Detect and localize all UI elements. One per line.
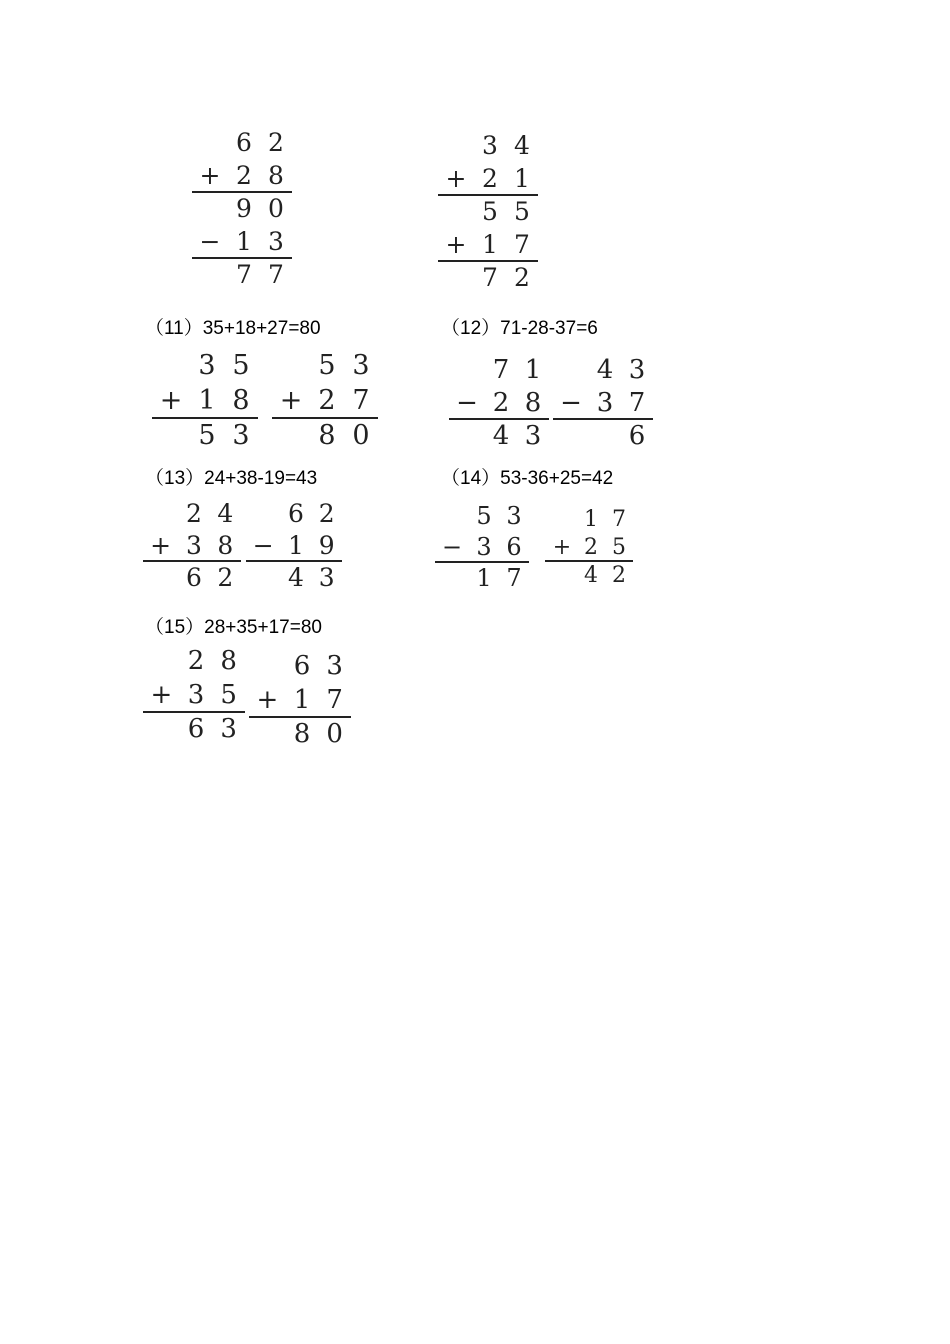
calc-row [143, 497, 241, 529]
calc-row [553, 386, 653, 419]
calc-row [449, 353, 549, 386]
digit: 4 [584, 562, 598, 588]
digit: 3 [198, 350, 216, 381]
digit: 1 [524, 354, 542, 385]
vertical-calc [438, 129, 538, 298]
digit: 1 [514, 164, 530, 193]
digit: 7 [506, 563, 522, 592]
digit: 7 [352, 385, 370, 416]
digit: 2 [186, 498, 202, 528]
digit: 0 [352, 420, 370, 451]
calc-row [143, 712, 245, 746]
result-line [438, 194, 538, 196]
calc-row [545, 561, 633, 589]
digit: 3 [596, 387, 614, 418]
digit: 3 [187, 680, 205, 710]
digit: 7 [492, 354, 510, 385]
digit: 1 [293, 685, 311, 715]
calc-row [435, 500, 529, 531]
calc-row [246, 529, 342, 561]
digit: 5 [318, 350, 336, 381]
digit: 0 [326, 719, 343, 749]
digit: 7 [268, 260, 284, 289]
digit: 3 [186, 530, 202, 560]
vertical-calc [435, 500, 529, 597]
digit: 7 [482, 263, 498, 292]
calc-row [438, 129, 538, 162]
vertical-calc [192, 126, 292, 295]
result-line [449, 418, 549, 420]
digit: 8 [220, 646, 237, 676]
digit: 1 [476, 563, 492, 592]
calc-row [435, 562, 529, 593]
digit: 3 [268, 227, 284, 256]
calc-row [449, 419, 549, 452]
operator-sign: + [150, 530, 172, 560]
vertical-calc [246, 497, 342, 597]
calc-row [143, 561, 241, 593]
result-line [246, 560, 342, 562]
digit: 7 [236, 260, 252, 289]
digit: 5 [198, 420, 216, 451]
digit: 4 [287, 562, 304, 592]
digit: 6 [287, 498, 304, 528]
calc-row [438, 261, 538, 294]
calc-row [272, 383, 378, 418]
digit: 2 [187, 646, 205, 676]
digit: 1 [287, 530, 304, 560]
digit: 9 [318, 530, 335, 560]
digit: 6 [506, 532, 522, 561]
digit: 3 [506, 501, 522, 530]
digit: 3 [482, 131, 498, 160]
digit: 1 [584, 506, 598, 532]
operator-sign: + [256, 685, 279, 715]
calc-row [192, 192, 292, 225]
calc-row [553, 419, 653, 452]
calc-row [192, 126, 292, 159]
calc-row [143, 678, 245, 712]
operator-sign: − [199, 227, 221, 256]
digit: 5 [232, 350, 250, 381]
digit: 8 [318, 420, 336, 451]
calc-row [192, 225, 292, 258]
digit: 3 [352, 350, 370, 381]
digit: 2 [482, 164, 498, 193]
result-line [192, 191, 292, 193]
vertical-calc [152, 348, 258, 457]
problem-14-label: （14）53-36+25=42 [441, 468, 614, 489]
digit: 1 [236, 227, 252, 256]
digit: 4 [514, 131, 530, 160]
result-line [272, 417, 378, 419]
calc-row [438, 195, 538, 228]
digit: 5 [220, 680, 237, 710]
digit: 3 [232, 420, 250, 451]
digit: 7 [628, 387, 646, 418]
operator-sign: + [445, 164, 467, 193]
result-line [435, 561, 529, 563]
vertical-calc [545, 505, 633, 593]
calc-row [249, 717, 351, 751]
calc-row [246, 561, 342, 593]
digit: 6 [186, 562, 202, 592]
result-line [438, 260, 538, 262]
calc-row [152, 348, 258, 383]
calc-row [449, 386, 549, 419]
digit: 9 [236, 194, 252, 223]
operator-sign: − [252, 530, 274, 560]
result-line [143, 560, 241, 562]
calc-row [152, 418, 258, 453]
digit: 2 [236, 161, 252, 190]
calc-row [438, 162, 538, 195]
operator-sign: + [199, 161, 221, 190]
calc-row [152, 383, 258, 418]
calc-row [192, 258, 292, 291]
digit: 7 [326, 685, 343, 715]
operator-sign: + [150, 680, 173, 710]
digit: 2 [584, 534, 598, 560]
operator-sign: − [560, 387, 582, 418]
digit: 8 [268, 161, 284, 190]
digit: 2 [268, 128, 284, 157]
digit: 8 [524, 387, 542, 418]
result-line [249, 716, 351, 718]
result-line [192, 257, 292, 259]
calc-row [553, 353, 653, 386]
operator-sign: + [279, 385, 303, 416]
digit: 5 [612, 534, 626, 560]
vertical-calc [272, 348, 378, 457]
vertical-calc [143, 497, 241, 597]
calc-row [249, 649, 351, 683]
vertical-calc [449, 353, 549, 456]
problem-11-label: （11）35+18+27=80 [145, 318, 321, 339]
calc-row [143, 529, 241, 561]
digit: 6 [293, 651, 311, 681]
problem-13-label: （13）24+38-19=43 [145, 468, 318, 489]
calc-row [249, 683, 351, 717]
digit: 2 [492, 387, 510, 418]
result-line [545, 560, 633, 562]
digit: 6 [236, 128, 252, 157]
digit: 3 [326, 651, 343, 681]
problem-12-label: （12）71-28-37=6 [441, 318, 598, 339]
calc-row [272, 418, 378, 453]
digit: 3 [318, 562, 335, 592]
vertical-calc [143, 644, 245, 750]
digit: 8 [232, 385, 250, 416]
digit: 4 [492, 420, 510, 451]
digit: 2 [318, 498, 335, 528]
digit: 5 [476, 501, 492, 530]
calc-row [272, 348, 378, 383]
operator-sign: + [552, 534, 572, 560]
digit: 4 [596, 354, 614, 385]
digit: 7 [514, 230, 530, 259]
calc-row [143, 644, 245, 678]
digit: 1 [482, 230, 498, 259]
calc-row [246, 497, 342, 529]
calc-row [545, 505, 633, 533]
vertical-calc [249, 649, 351, 755]
digit: 6 [187, 714, 205, 744]
digit: 7 [612, 506, 626, 532]
operator-sign: + [445, 230, 467, 259]
result-line [152, 417, 258, 419]
digit: 4 [217, 498, 234, 528]
operator-sign: + [159, 385, 183, 416]
calc-row [438, 228, 538, 261]
digit: 8 [217, 530, 234, 560]
digit: 8 [293, 719, 311, 749]
calc-row [435, 531, 529, 562]
digit: 3 [220, 714, 237, 744]
digit: 3 [628, 354, 646, 385]
result-line [143, 711, 245, 713]
digit: 2 [318, 385, 336, 416]
digit: 3 [524, 420, 542, 451]
digit: 2 [217, 562, 234, 592]
digit: 2 [514, 263, 530, 292]
result-line [553, 418, 653, 420]
operator-sign: − [456, 387, 478, 418]
digit: 6 [628, 420, 646, 451]
digit: 3 [476, 532, 492, 561]
problem-15-label: （15）28+35+17=80 [145, 617, 322, 638]
digit: 5 [514, 197, 530, 226]
digit: 1 [198, 385, 216, 416]
digit: 0 [268, 194, 284, 223]
vertical-calc [553, 353, 653, 456]
digit: 5 [482, 197, 498, 226]
operator-sign: − [441, 532, 463, 561]
calc-row [545, 533, 633, 561]
calc-row [192, 159, 292, 192]
digit: 2 [612, 562, 626, 588]
